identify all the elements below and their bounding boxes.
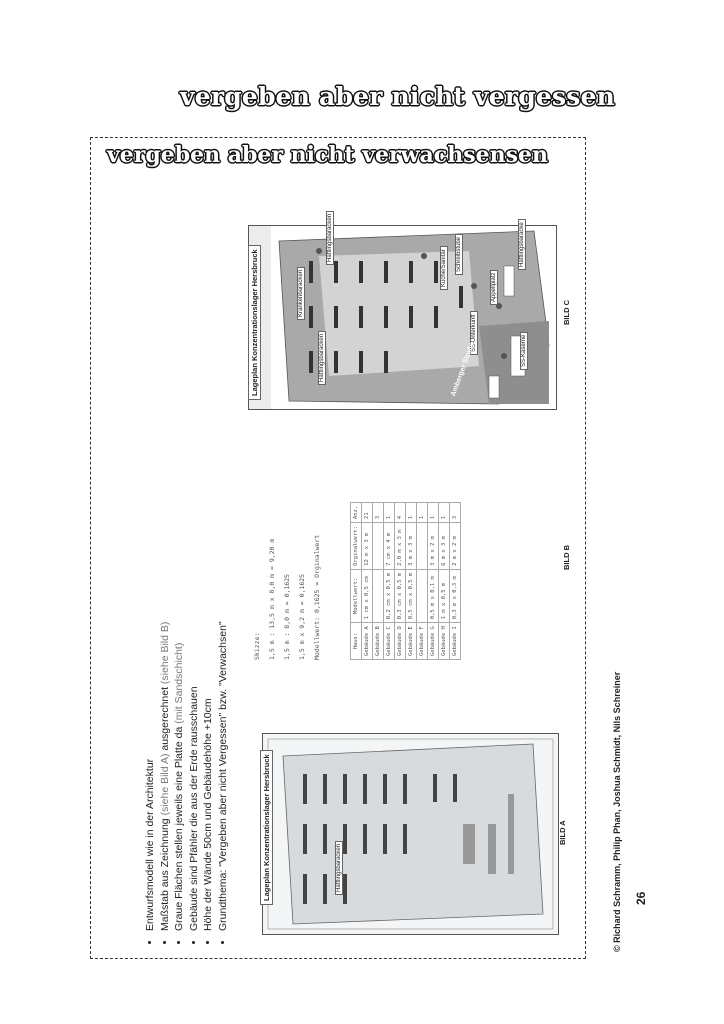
- table-row: [439, 502, 450, 659]
- table-cell: Gebäude F: [417, 623, 428, 660]
- table-row: [406, 502, 417, 659]
- bild-c-label: BILD C: [562, 300, 571, 325]
- table-header-cell: Modellwert:: [351, 569, 362, 622]
- table-cell: 21: [362, 502, 373, 522]
- bild-a-huts-label: Häftlingsbaracken: [335, 841, 343, 895]
- note-line: Modellwert: 0,1625 = Orginalwert: [313, 534, 321, 660]
- bild-a-plan-title: Lageplan Konzentrationslager Hersbruck: [260, 750, 273, 905]
- table-row: [373, 502, 384, 659]
- table-cell: 3 m x 2 m: [428, 523, 439, 570]
- bild-b-table: [350, 450, 540, 660]
- bild-c-street-label: Amberger Straße: [450, 341, 477, 398]
- table-row: [384, 502, 395, 659]
- table-cell: 1: [439, 502, 450, 522]
- table-cell: 0,2 cm x 0,5 m: [384, 569, 395, 622]
- bild-a-plan: [262, 733, 559, 935]
- bullet-item: • Graue Flächen stellen jeweils eine Platte da (mit Sandschicht): [172, 615, 187, 931]
- note-line: 1,5 m : 13,5 m x 8,0 m = 9,20 m: [268, 538, 276, 660]
- table-row: [428, 502, 439, 659]
- table-cell: [373, 523, 384, 570]
- bild-c-label-haeftlingsbaracken-1: Häftlingsbaracken: [318, 331, 326, 385]
- table-cell: 2,0 m x 3 m: [395, 523, 406, 570]
- table-cell: 1 m x 0,5 m: [439, 569, 450, 622]
- table-row: [362, 502, 373, 659]
- table-cell: 3 m x 3 m: [406, 523, 417, 570]
- table-cell: 6 m x 3 m: [439, 523, 450, 570]
- bild-b-label: BILD B: [562, 545, 571, 570]
- table-cell: [417, 523, 428, 570]
- table-cell: 1: [428, 502, 439, 522]
- table-cell: Gebäude I: [450, 623, 461, 660]
- bild-c-label-appellplatz: Appellplatz: [490, 270, 498, 305]
- table-cell: 1: [417, 502, 428, 522]
- note-line: Skizze:: [253, 632, 261, 660]
- note-line: 1,5 m x 9,2 m = 0,1625: [298, 573, 306, 660]
- bild-c-plan: [248, 225, 557, 410]
- table-cell: 12 m x 3 m: [362, 523, 373, 570]
- bild-c-label-kueche: Küche/Sanitär: [440, 246, 448, 290]
- bild-c-map: [249, 226, 556, 409]
- bullet-item: • Maßstab aus Zeichnung (siehe Bild A) ausgerechnet (siehe Bild B): [158, 615, 173, 931]
- table-header-cell: Anz.: [351, 502, 362, 522]
- table-row: [395, 502, 406, 659]
- bild-c-label-ss-kaserne: SS-Kaserne: [520, 332, 528, 370]
- page-title: vergeben aber nicht vergessen: [180, 82, 616, 111]
- bullet-item: • Gebäude sind Pfähler die aus der Erde rausschauen: [187, 615, 202, 931]
- table-cell: 0,3 m x 0,3 m: [450, 569, 461, 622]
- table-cell: [373, 569, 384, 622]
- table-header-cell: Haus:: [351, 623, 362, 660]
- bullet-item: • Entwurfsmodell wie in der Architektur: [143, 615, 158, 931]
- bild-c-label-haeftlingsbaracken-2: Häftlingsbaracken: [326, 211, 334, 265]
- table-header-cell: Orginalwert:: [351, 523, 362, 570]
- bild-c-label-schreibstube: Schreibstube: [455, 234, 463, 275]
- table-cell: 3: [450, 502, 461, 522]
- bullet-item: • Höhe der Wände 50cm und Gebäudehöhe +10cm: [201, 615, 216, 931]
- bullet-item: • Grundthema: "Vergeben aber nicht Vergessen" bzw. "Verwachsen": [216, 615, 231, 931]
- bild-c-plan-title: Lageplan Konzentrationslager Hersbruck: [248, 245, 261, 400]
- frame-title: vergeben aber nicht verwachsensen: [107, 142, 548, 168]
- table-cell: Gebäude D: [395, 623, 406, 660]
- table-cell: 0,5 m x 0,1 m: [428, 569, 439, 622]
- note-line: 1,5 m : 8,0 m = 0,1625: [283, 573, 291, 660]
- table-cell: 3: [373, 502, 384, 522]
- bild-a-sketch: [263, 734, 558, 934]
- table-cell: 1 cm x 0,5 cm: [362, 569, 373, 622]
- copyright-notice: © Richard Schramm, Philip Phan, Joshua Schmidt, Nils Schreiner: [612, 671, 622, 952]
- table-cell: 1: [384, 502, 395, 522]
- table-cell: 0,5 cm x 0,5 m: [406, 569, 417, 622]
- table-row: [417, 502, 428, 659]
- bild-c-label-krankenbaracken: Krankenbaracken: [297, 267, 305, 320]
- table-cell: Gebäude E: [406, 623, 417, 660]
- table-cell: 0,3 cm x 0,5 m: [395, 569, 406, 622]
- bild-a-label: BILD A: [558, 820, 567, 845]
- bild-c-label-haeftlingsbaracke: Häftlingsbaracke: [518, 219, 526, 270]
- table-cell: 7 cm x 4 m: [384, 523, 395, 570]
- table-row: [450, 502, 461, 659]
- table-cell: [417, 569, 428, 622]
- table-cell: Gebäude G: [428, 623, 439, 660]
- table-cell: Gebäude H: [439, 623, 450, 660]
- table-cell: Gebäude C: [384, 623, 395, 660]
- table-cell: 4: [395, 502, 406, 522]
- bullet-list: [143, 615, 243, 945]
- table-cell: 1: [406, 502, 417, 522]
- table-cell: Gebäude A: [362, 623, 373, 660]
- table-cell: 2 m x 2 m: [450, 523, 461, 570]
- table-cell: Gebäude B: [373, 623, 384, 660]
- page-number: 26: [634, 891, 648, 905]
- bild-c-label-ss-unterkunft: SS-Unterkunft: [470, 311, 478, 355]
